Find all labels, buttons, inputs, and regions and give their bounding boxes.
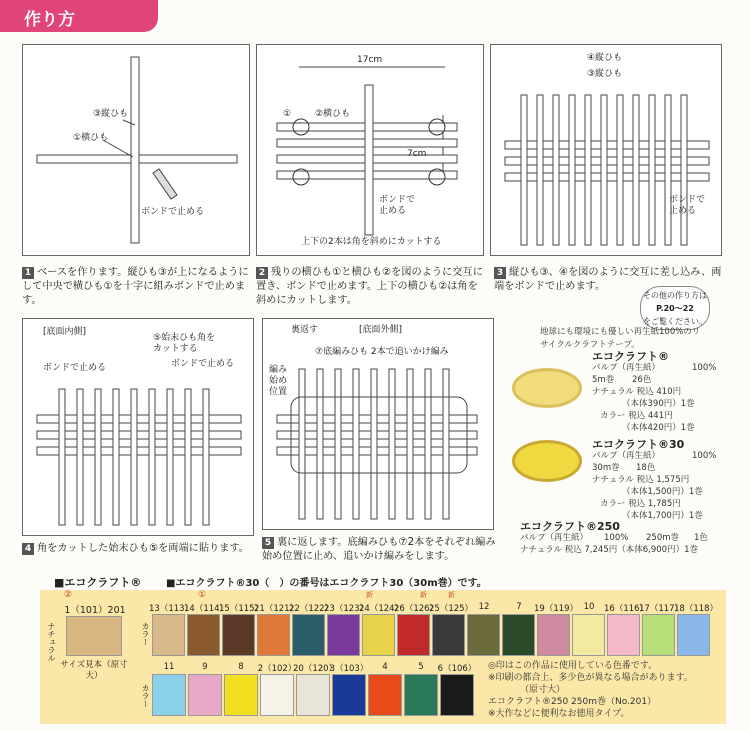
color-swatch-label: 3（103） <box>329 664 369 674</box>
product1-natural: ナチュラル 税込 410円 <box>592 387 682 397</box>
color-side-label-1: カラー <box>141 622 150 646</box>
step2-figure <box>257 45 485 257</box>
color-swatch-label: 21（121） <box>254 604 299 614</box>
color-swatch <box>368 674 402 716</box>
step1-label-tate: ③縦ひも <box>93 109 129 119</box>
palette-title-2: ■エコクラフト®30（ ）の番号はエコクラフト30（30m巻）です。 <box>166 578 487 589</box>
product2-natural-ex: （本体1,500円）1巻 <box>622 487 703 497</box>
step3-label-bond: ボンドで止める <box>669 195 706 216</box>
color-swatch-label: 24（124） <box>359 604 404 614</box>
step4-label-bond-right: ボンドで止める <box>171 359 235 369</box>
sample-note: サイズ見本（原寸大） <box>60 660 128 681</box>
product1-color-ex: （本体420円）1巻 <box>622 423 695 433</box>
step1-label-bond: ボンドで止める <box>141 207 205 217</box>
step1-label-yoko: ①横ひも <box>73 133 109 143</box>
product1-colors: 26色 <box>632 375 652 385</box>
step2-caption: 2 残りの横ひも①と横ひも②を図のように交互に置き、ボンドで止めます。上下の横ひも②は角を斜めにカットします。 <box>256 267 483 306</box>
color-swatch <box>572 614 605 656</box>
natural-side-label: ナチュラル <box>47 622 56 662</box>
palette-note-3: （原寸大） <box>520 685 566 695</box>
step4-label-inner: [底面内側] <box>43 327 87 337</box>
color-swatch-label: 13（113） <box>149 604 194 614</box>
product2-color: カラー 税込 1,785円 <box>600 499 681 509</box>
step5-label-start: 編み始め位置 <box>269 365 288 397</box>
step3-label-3: ③縦ひも <box>587 69 623 79</box>
color-swatch <box>152 674 186 716</box>
color-swatch-label: 12 <box>478 602 490 612</box>
product2-roll: 30m巻 <box>592 463 620 473</box>
color-swatch <box>432 614 465 656</box>
color-side-label-2: カラー <box>141 684 150 708</box>
color-swatch-label: 6（106） <box>437 664 477 674</box>
howto-bubble: その他の作り方は P.20〜22 をご覧ください。 <box>640 286 710 330</box>
product2-name: エコクラフト®30 <box>592 438 685 451</box>
step1-diagram <box>22 44 250 256</box>
step3-diagram <box>490 44 722 256</box>
color-swatch <box>292 614 325 656</box>
step2-dim-height: 7cm <box>407 149 427 159</box>
page-header <box>0 0 158 32</box>
color-swatch <box>260 674 294 716</box>
palette-note-2: ※印刷の都合上、多少色が異なる場合があります。 <box>488 673 693 683</box>
color-swatch-label: 2（102） <box>257 664 297 674</box>
color-swatch <box>152 614 185 656</box>
step4-caption: 4 角をカットした始末ひも⑤を両端に貼ります。 <box>22 542 258 556</box>
color-swatch <box>224 674 258 716</box>
palette-note-1: ◎印はこの作品に使用している色番です。 <box>488 661 658 671</box>
color-swatch <box>537 614 570 656</box>
color-swatch-label: 17（117） <box>639 604 684 614</box>
step1-figure <box>23 45 251 257</box>
color-swatch-label: 18（118） <box>674 604 719 614</box>
mark-new-3: 新 <box>448 591 455 599</box>
step2-label-2: ②横ひも <box>315 109 351 119</box>
step2-label-1: ① <box>283 109 292 119</box>
product2-pulp-pct: 100% <box>692 451 717 461</box>
color-swatch <box>404 674 438 716</box>
color-swatch-label: 7 <box>516 602 522 612</box>
product3-pulp-pct: 100% <box>604 533 629 543</box>
color-swatch-label: 8 <box>238 662 244 672</box>
product2-roll-image <box>512 440 582 482</box>
palette-title-1: ■エコクラフト® <box>54 576 142 589</box>
product3-roll: 250m巻 <box>646 533 680 543</box>
step3-label-4: ④縦ひも <box>587 53 623 63</box>
color-swatch <box>642 614 675 656</box>
color-swatch <box>440 674 474 716</box>
color-swatch <box>332 674 366 716</box>
color-swatch-label: 22（122） <box>289 604 334 614</box>
color-swatch-label: 4 <box>382 662 388 672</box>
step5-label-chase: ⑦底編みひも 2本で追いかけ編み <box>315 347 449 357</box>
color-swatch-label: 20（120） <box>293 664 338 674</box>
color-swatch-label: 14（114） <box>184 604 229 614</box>
color-swatch-label: 10 <box>583 602 595 612</box>
mark-1: ① <box>198 590 207 600</box>
mark-new-1: 新 <box>366 591 373 599</box>
color-swatch <box>296 674 330 716</box>
color-swatch <box>397 614 430 656</box>
step4-diagram <box>22 318 254 536</box>
mark-new-2: 新 <box>420 591 427 599</box>
color-swatch-label: 23（123） <box>324 604 369 614</box>
mark-2: ② <box>64 590 73 600</box>
product3-colors: 1色 <box>694 533 708 543</box>
color-swatch <box>607 614 640 656</box>
product1-pulp: パルプ（再生紙） <box>592 363 661 373</box>
color-swatch-label: 16（116） <box>604 604 649 614</box>
step4-label-bond-left: ボンドで止める <box>43 363 107 373</box>
product3-natural: ナチュラル 税込 7,245円（本体6,900円）1巻 <box>520 545 698 555</box>
step5-caption: 5 裏に返します。底編みひも⑦2本をそれぞれ編み始め位置に止め、追いかけ編みをします。 <box>262 537 496 562</box>
color-swatch <box>187 614 220 656</box>
step5-label-outer: [底面外側] <box>359 325 403 335</box>
product1-natural-ex: （本体390円）1巻 <box>622 399 695 409</box>
color-swatch <box>327 614 360 656</box>
color-swatch <box>362 614 395 656</box>
product1-roll: 5m巻 <box>592 375 615 385</box>
step1-caption: 1 ベースを作ります。縦ひも③が上になるようにして中央で横ひも①を十字に組みボンドで止めます。 <box>22 267 249 306</box>
product2-color-ex: （本体1,700円）1巻 <box>622 511 703 521</box>
color-swatch <box>222 614 255 656</box>
step3-caption: 3 縦ひも③、④を図のように交互に差し込み、両端をボンドで止めます。 <box>494 267 722 292</box>
natural-label: 1（101）201 <box>64 605 126 616</box>
color-swatch-label: 5 <box>418 662 424 672</box>
color-swatch-label: 25（125） <box>429 604 474 614</box>
page-title: 作り方 <box>24 10 75 30</box>
step4-label-end: ⑤始末ひも角をカットする <box>153 333 216 354</box>
step2-dim-width: 17cm <box>357 55 383 65</box>
palette-note-5: ※大作などに便利なお徳用タイプ。 <box>488 709 630 719</box>
natural-swatch <box>66 616 122 656</box>
step2-label-bond: ボンドで止める <box>379 195 416 216</box>
color-swatch <box>467 614 500 656</box>
step5-diagram <box>262 318 494 530</box>
color-swatch-label: 19（119） <box>534 604 579 614</box>
step2-label-cut: 上下の2本は角を斜めにカットする <box>301 237 442 247</box>
color-swatch-label: 11 <box>163 662 175 672</box>
color-swatch-label: 9 <box>202 662 208 672</box>
color-swatch <box>502 614 535 656</box>
product-roll-image <box>512 368 582 408</box>
product1-pulp-pct: 100% <box>692 363 717 373</box>
color-swatch <box>257 614 290 656</box>
step5-label-flip: 裏返す <box>291 325 319 335</box>
product3-name: エコクラフト®250 <box>520 520 620 533</box>
color-swatch <box>188 674 222 716</box>
color-swatch <box>677 614 710 656</box>
product1-color: カラー 税込 441円 <box>600 411 673 421</box>
step2-diagram <box>256 44 484 256</box>
product2-colors: 18色 <box>636 463 656 473</box>
products-intro: 地球にも環境にも優しい再生紙100%のリサイクルクラフトテープ。 <box>540 327 701 350</box>
color-swatch-label: 26（126） <box>394 604 439 614</box>
product1-name: エコクラフト® <box>592 350 669 363</box>
palette-note-4: エコクラフト®250 250m巻（No.201） <box>488 697 657 707</box>
color-swatch-label: 15（115） <box>219 604 264 614</box>
product2-natural: ナチュラル 税込 1,575円 <box>592 475 690 485</box>
product3-pulp: パルプ（再生紙） <box>520 533 589 543</box>
product2-pulp: パルプ（再生紙） <box>592 451 661 461</box>
